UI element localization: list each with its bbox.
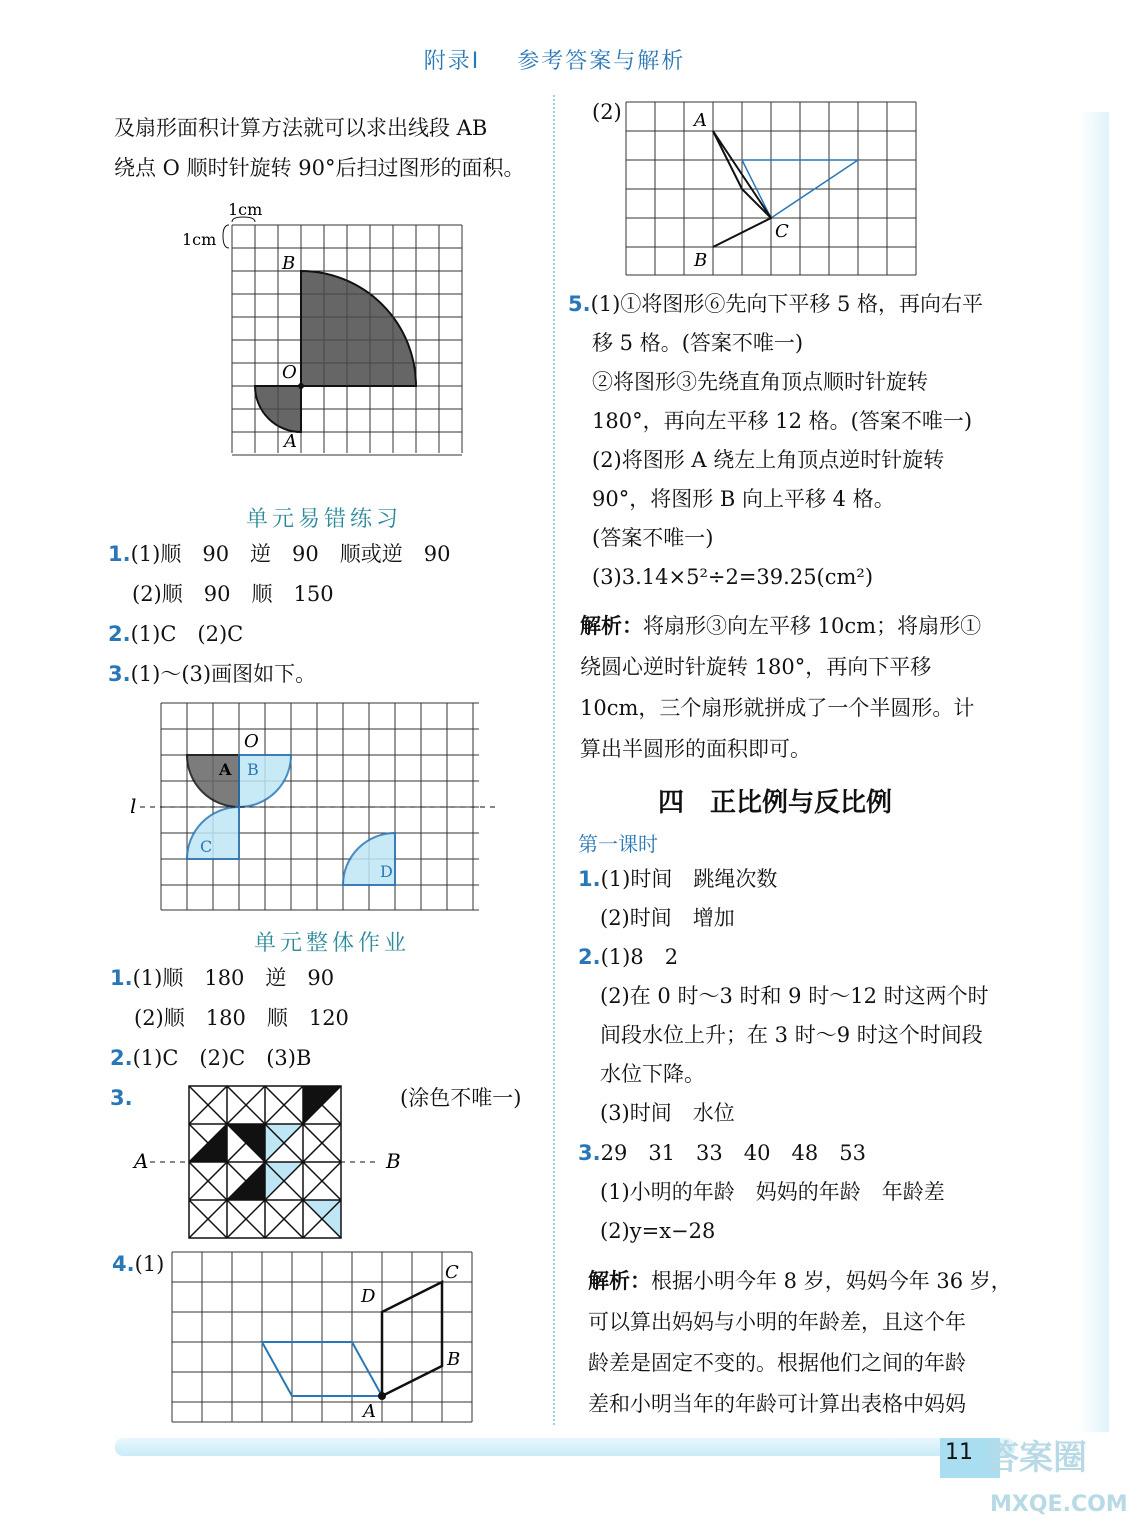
q1-number: 1.: [108, 542, 131, 566]
intro-line-1: 及扇形面积计算方法就可以求出线段 AB: [114, 116, 488, 140]
watermark-url: MXQE.COM: [990, 1492, 1128, 1517]
w2-answer: (1)C (2)C (3)B: [132, 1046, 312, 1070]
lesson-label: 第一课时: [578, 832, 658, 856]
q5-text-7: (答案不唯一): [592, 526, 714, 550]
p2-answer-c: 间段水位上升；在 3 时～9 时这个时间段: [600, 1023, 983, 1047]
p3-number: 3.: [578, 1141, 601, 1165]
analysis-2-text-3: 龄差是固定不变的。根据他们之间的年龄: [588, 1351, 966, 1375]
analysis-2-text-2: 可以算出妈妈与小明的年龄差，且这个年: [588, 1310, 966, 1334]
fig2-label-A: A: [219, 760, 232, 779]
page-header: [0, 44, 1109, 75]
analysis-2-line-1: [588, 1269, 1012, 1293]
appendix-label: 附录Ⅰ: [423, 49, 481, 74]
p2-line-a: [578, 945, 678, 969]
p3-answer-b: (1)小明的年龄 妈妈的年龄 年龄差: [600, 1180, 945, 1204]
analysis-2-label: 解析：: [588, 1269, 651, 1293]
q3-number: 3.: [108, 662, 131, 686]
figure-triangle-rotation: [620, 100, 920, 278]
intro-line-2: 绕点 O 顺时针旋转 90°后扫过图形的面积。: [114, 156, 525, 180]
analysis-1-text-1: 将扇形③向左平移 10cm；将扇形①: [643, 614, 982, 638]
fig1-unit-left: 1cm: [182, 230, 217, 249]
section-title-unit: 单元整体作业: [254, 931, 411, 956]
fig2-label-O: O: [244, 731, 259, 752]
fig5-label-A: A: [694, 110, 707, 131]
p1-number: 1.: [578, 867, 601, 891]
p3-answer-c: (2)y=x−28: [600, 1219, 716, 1243]
fig4-label-D: D: [361, 1286, 376, 1307]
p2-number: 2.: [578, 945, 601, 969]
fig1-label-B: B: [282, 253, 296, 274]
fig5-label-C: C: [775, 221, 789, 242]
section-title-errors: 单元易错练习: [246, 507, 403, 532]
fig2-label-D: D: [380, 862, 393, 881]
fig5-part-label: (2): [592, 100, 622, 124]
q3-answer: (1)～(3)画图如下。: [130, 662, 317, 686]
q5-text-5: (2)将图形 A 绕左上角顶点逆时针旋转: [592, 448, 945, 472]
w1-line-a: [110, 966, 334, 990]
fig2-label-B: B: [247, 760, 259, 779]
w1-answer-a: (1)顺 180 逆 90: [132, 966, 335, 990]
figure-sector-rotation: [170, 195, 470, 455]
p3-line-a: [578, 1141, 866, 1165]
watermark-logo: 答案圈: [985, 1438, 1087, 1478]
w4-number: 4.: [112, 1252, 135, 1276]
fig3-label-A: A: [134, 1149, 149, 1173]
w4-line: [112, 1252, 164, 1276]
w2-number: 2.: [110, 1046, 133, 1070]
p1-line-a: [578, 867, 777, 891]
analysis-2-text-4: 差和小明当年的年龄可计算出表格中妈妈: [588, 1392, 966, 1416]
header-title: 参考答案与解析: [517, 49, 686, 74]
analysis-1-line-1: [580, 614, 981, 638]
footer-band: [115, 1438, 1015, 1456]
column-divider: [553, 95, 555, 1425]
fig1-label-A: A: [284, 431, 297, 452]
q5-text-8: (3)3.14×5²÷2=39.25(cm²): [592, 565, 874, 589]
page-number: 11: [945, 1440, 973, 1465]
q1-line-a: [108, 542, 451, 566]
right-edge-band: [1079, 112, 1109, 1432]
fig2-shape-C: [187, 807, 239, 859]
fig5-label-B: B: [694, 250, 708, 271]
w2-line: [110, 1046, 311, 1070]
analysis-1-text-2: 绕圆心逆时针旋转 180°，再向下平移: [580, 655, 932, 679]
analysis-1-text-4: 算出半圆形的面积即可。: [580, 737, 811, 761]
q5-text-4: 180°，再向左平移 12 格。(答案不唯一): [592, 409, 973, 433]
q1-answer-b: (2)顺 90 顺 150: [132, 582, 334, 606]
fig4-label-B: B: [447, 1349, 461, 1370]
fig1-unit-top: 1cm: [228, 200, 263, 219]
p2-answer-b: (2)在 0 时～3 时和 9 时～12 时这两个时: [600, 984, 989, 1008]
p2-answer-e: (3)时间 水位: [600, 1101, 735, 1125]
analysis-2-text-1: 根据小明今年 8 岁，妈妈今年 36 岁，: [651, 1269, 1012, 1293]
fig4-label-A: A: [363, 1401, 376, 1422]
w1-answer-b: (2)顺 180 顺 120: [134, 1006, 349, 1030]
q2-answer: (1)C (2)C: [130, 622, 244, 646]
q5-text-3: ②将图形③先绕直角顶点顺时针旋转: [592, 370, 928, 394]
fig2-label-l: l: [130, 794, 137, 818]
figure-symmetry-pattern: [130, 1080, 420, 1240]
q5-text-1: (1)①将图形⑥先向下平移 5 格，再向右平: [590, 292, 984, 316]
q2-number: 2.: [108, 622, 131, 646]
p1-answer-a: (1)时间 跳绳次数: [600, 867, 778, 891]
analysis-1-label: 解析：: [580, 614, 643, 638]
q1-answer-a: (1)顺 90 逆 90 顺或逆 90: [130, 542, 451, 566]
q5-line-1: [568, 292, 983, 316]
p2-answer-d: 水位下降。: [600, 1062, 705, 1086]
figure-rotation-abcd: [120, 695, 510, 915]
figure-parallelogram: [165, 1245, 475, 1425]
p2-answer-a: (1)8 2: [600, 945, 679, 969]
fig1-large-sector: [301, 271, 416, 386]
w3-number: 3.: [110, 1086, 133, 1110]
fig4-label-C: C: [445, 1262, 459, 1283]
q5-text-6: 90°，将图形 B 向上平移 4 格。: [592, 487, 895, 511]
q5-number: 5.: [568, 292, 591, 316]
fig3-label-B: B: [386, 1149, 401, 1173]
w3-note: (涂色不唯一): [400, 1086, 522, 1110]
q3-line: [108, 662, 316, 686]
analysis-1-text-3: 10cm，三个扇形就拼成了一个半圆形。计: [580, 696, 975, 720]
chapter-title: 四 正比例与反比例: [658, 788, 893, 818]
fig1-label-O: O: [282, 362, 297, 383]
fig2-label-C: C: [200, 837, 213, 856]
q5-text-2: 移 5 格。(答案不唯一): [592, 331, 804, 355]
p3-answer-a: 29 31 33 40 48 53: [600, 1141, 866, 1165]
p1-answer-b: (2)时间 增加: [600, 906, 735, 930]
w4-part: (1): [134, 1252, 165, 1276]
q2-line: [108, 622, 243, 646]
w1-number: 1.: [110, 966, 133, 990]
